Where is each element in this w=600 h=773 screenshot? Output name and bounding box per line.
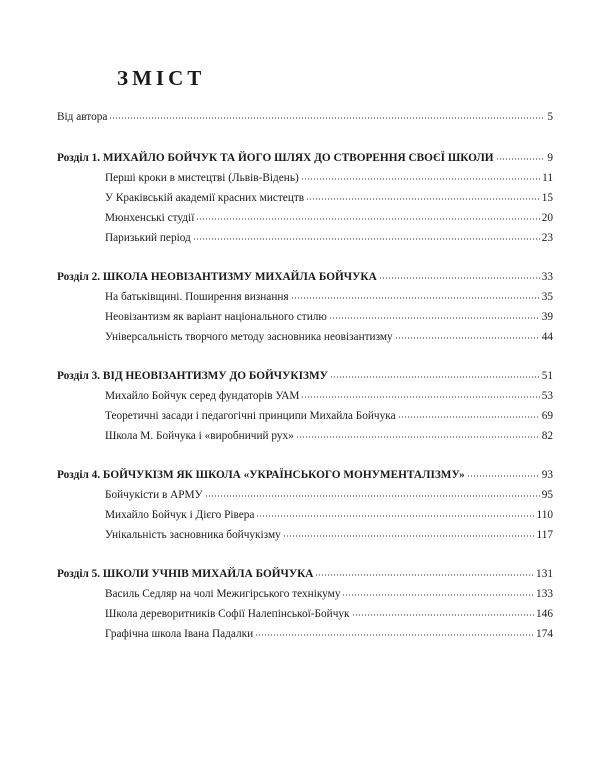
toc-subentry-label: Теоретичні засади і педагогічні принципи Михайла Бойчука (105, 410, 396, 422)
toc-subentry-label: Мюнхенські студії (105, 212, 195, 224)
toc-subentry[interactable] (57, 485, 553, 505)
chapter-title: ВІД НЕОВІЗАНТИЗМУ ДО БОЙЧУКІЗМУ (102, 370, 328, 382)
dot-leader (329, 317, 540, 319)
toc-chapter-label (57, 564, 313, 584)
toc-page-number: 93 (541, 469, 553, 481)
toc-entry-label: Від автора (57, 111, 108, 123)
table-of-contents (57, 107, 553, 644)
toc-page-number: 15 (541, 192, 553, 204)
dot-leader (301, 178, 540, 180)
toc-chapter[interactable] (57, 564, 553, 584)
toc-subentry[interactable] (57, 208, 553, 228)
toc-page-number: 174 (536, 628, 553, 640)
toc-page-number: 44 (541, 331, 553, 343)
toc-subentry-label: Паризький період (105, 232, 191, 244)
page-title: ЗМІСТ (117, 66, 206, 90)
toc-page-number: 23 (541, 232, 553, 244)
toc-chapter-label (57, 148, 494, 168)
toc-subentry-label: Школа М. Бойчука і «виробничий рух» (105, 430, 294, 442)
chapter-prefix: Розділ 4. (57, 469, 101, 481)
toc-subentry[interactable] (57, 327, 553, 347)
dot-leader (283, 535, 535, 537)
toc-page-number: 9 (547, 152, 553, 164)
toc-subentry[interactable] (57, 307, 553, 327)
section-gap (57, 248, 553, 267)
chapter-title: МИХАЙЛО БОЙЧУК ТА ЙОГО ШЛЯХ ДО СТВОРЕННЯ СВОЄЇ ШКОЛИ (102, 152, 494, 164)
toc-page-number: 51 (541, 370, 553, 382)
toc-subentry-label: Неовізантизм як варіант національного стилю (105, 311, 327, 323)
toc-subentry-label: Михайло Бойчук серед фундаторів УАМ (105, 390, 300, 402)
toc-page-number: 39 (541, 311, 553, 323)
toc-subentry[interactable] (57, 505, 553, 525)
toc-subentry[interactable] (57, 426, 553, 446)
dot-leader (255, 634, 534, 636)
toc-entry-intro[interactable] (57, 107, 553, 127)
toc-chapter-label (57, 366, 328, 386)
toc-subentry-label: Перші кроки в мистецтві (Львів-Відень) (105, 172, 299, 184)
toc-page-number: 35 (541, 291, 553, 303)
dot-leader (296, 436, 540, 438)
toc-subentry[interactable] (57, 168, 553, 188)
toc-chapter-label (57, 267, 377, 287)
toc-page-number: 53 (541, 390, 553, 402)
toc-subentry-label: Унікальність засновника бойчукізму (105, 529, 281, 541)
dot-leader (291, 297, 540, 299)
chapter-prefix: Розділ 2. (57, 271, 101, 283)
dot-leader (379, 277, 540, 279)
chapter-title: ШКОЛИ УЧНІВ МИХАЙЛА БОЙЧУКА (102, 568, 314, 580)
toc-page-number: 82 (541, 430, 553, 442)
chapter-prefix: Розділ 1. (57, 152, 101, 164)
dot-leader (306, 198, 540, 200)
toc-subentry[interactable] (57, 406, 553, 426)
toc-chapter[interactable] (57, 267, 553, 287)
toc-subentry[interactable] (57, 188, 553, 208)
dot-leader (256, 515, 534, 517)
dot-leader (109, 117, 545, 119)
section-gap (57, 347, 553, 366)
dot-leader (193, 238, 540, 240)
toc-chapter[interactable] (57, 366, 553, 386)
toc-subentry-label: Графічна школа Івана Падалки (105, 628, 254, 640)
dot-leader (342, 594, 534, 596)
dot-leader (496, 158, 546, 160)
toc-page-number: 33 (541, 271, 553, 283)
toc-chapter[interactable] (57, 148, 553, 168)
section-gap (57, 127, 553, 148)
toc-subentry[interactable] (57, 228, 553, 248)
dot-leader (467, 475, 540, 477)
toc-subentry-label: У Краківській академії красних мистецтв (105, 192, 305, 204)
toc-page-number: 20 (541, 212, 553, 224)
toc-subentry[interactable] (57, 525, 553, 545)
toc-subentry-label: Василь Седляр на чолі Межигірського технікуму (105, 588, 341, 600)
toc-chapter[interactable] (57, 465, 553, 485)
chapter-title: ШКОЛА НЕОВІЗАНТИЗМУ МИХАЙЛА БОЙЧУКА (102, 271, 377, 283)
toc-subentry-label: Школа дереворитників Софії Налепінської-Бойчук (105, 608, 350, 620)
toc-page-number: 95 (541, 489, 553, 501)
toc-page-number: 11 (542, 172, 553, 184)
toc-page-number: 69 (541, 410, 553, 422)
toc-subentry[interactable] (57, 604, 553, 624)
dot-leader (395, 337, 540, 339)
toc-chapter-label (57, 465, 465, 485)
toc-page-number: 117 (536, 529, 553, 541)
toc-page-number: 5 (547, 111, 553, 123)
toc-page-number: 146 (536, 608, 553, 620)
chapters-list (57, 127, 553, 644)
section-gap (57, 545, 553, 564)
toc-subentry[interactable] (57, 386, 553, 406)
dot-leader (205, 495, 540, 497)
dot-leader (352, 614, 535, 616)
toc-page-number: 133 (536, 588, 553, 600)
toc-subentry[interactable] (57, 287, 553, 307)
dot-leader (398, 416, 540, 418)
toc-page-number: 110 (536, 509, 553, 521)
chapter-title: БОЙЧУКІЗМ ЯК ШКОЛА «УКРАЇНСЬКОГО МОНУМЕНТАЛІЗМУ» (102, 469, 465, 481)
toc-subentry[interactable] (57, 584, 553, 604)
dot-leader (301, 396, 539, 398)
dot-leader (315, 574, 534, 576)
toc-page-number: 131 (536, 568, 553, 580)
dot-leader (196, 218, 539, 220)
chapter-prefix: Розділ 5. (57, 568, 101, 580)
toc-subentry[interactable] (57, 624, 553, 644)
toc-subentry-label: Універсальність творчого методу засновника неовізантизму (105, 331, 393, 343)
chapter-prefix: Розділ 3. (57, 370, 101, 382)
toc-subentry-label: Михайло Бойчук і Дієго Рівера (105, 509, 255, 521)
toc-subentry-label: Бойчукісти в АРМУ (105, 489, 203, 501)
dot-leader (330, 376, 540, 378)
toc-subentry-label: На батьківщині. Поширення визнання (105, 291, 289, 303)
section-gap (57, 446, 553, 465)
